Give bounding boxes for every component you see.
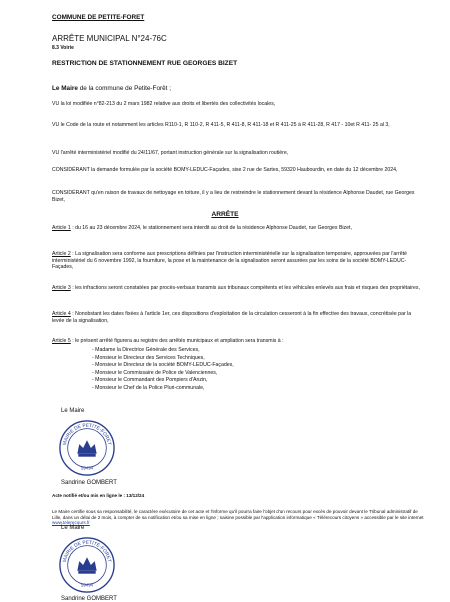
svg-text:59494: 59494 bbox=[80, 582, 94, 588]
vu-paragraph-3: VU l'arrêté interministériel modifié du 24/11/67, portant instruction générale sur la signalisation routière, bbox=[52, 150, 289, 156]
signature-label-2: Le Maire bbox=[61, 525, 85, 531]
article-3-label: Article 3 bbox=[52, 285, 71, 291]
svg-text:MAIRIE DE PETITE-FORET: MAIRIE DE PETITE-FORET bbox=[62, 423, 112, 446]
svg-text:MAIRIE DE PETITE-FORET: MAIRIE DE PETITE-FORET bbox=[62, 540, 112, 563]
article-4-label: Article 4 bbox=[52, 311, 71, 317]
article-5-text: : le présent arrêté figurera au registre des arrêtés municipaux et ampliation sera transmis à : bbox=[70, 338, 284, 344]
maire-intro bbox=[52, 85, 424, 93]
document-title: RESTRICTION DE STATIONNEMENT RUE GEORGES BIZET bbox=[52, 60, 238, 67]
article-2-text: : La signalisation sera conforme aux prescriptions définies par l'instruction interministérielle sur la signalisation temporaire, approuvées par l'arrêté interministériel du 6 novembre 1992, la fourniture, la pose et la maintenance de la signalisation seront assurées par les soins de la société BOMY-LEDUC-Façades, bbox=[52, 251, 407, 271]
list-item: - Monsieur le Directeur des Services Techniques, bbox=[92, 354, 205, 361]
telerecours-link[interactable]: www.telerecours.fr bbox=[52, 520, 90, 526]
arrete-number: ARRÊTE MUNICIPAL N°24-76C bbox=[52, 34, 167, 43]
article-4 bbox=[52, 311, 424, 324]
article-5-label: Article 5 bbox=[52, 338, 71, 344]
arrete-heading: ARRÊTE bbox=[211, 211, 239, 218]
signatory-name-2: Sandrine GOMBERT bbox=[61, 596, 117, 602]
article-1-label: Article 1 bbox=[52, 225, 71, 231]
article-2-label: Article 2 bbox=[52, 251, 71, 257]
considerant-paragraph-1: CONSIDÉRANT la demande formulée par la société BOMY-LEDUC-Façades, sise 2 rue de Sartes, 59320 Haubourdin, en date du 12 décembre 2024, bbox=[52, 167, 398, 173]
article-3-text: : les infractions seront constatées par procès-verbaux transmis aux tribunaux compétents et les véhicules enlevés aux frais et risques des propriétaires, bbox=[70, 285, 420, 291]
recipients-list bbox=[52, 347, 422, 393]
article-2 bbox=[52, 251, 424, 271]
article-1 bbox=[52, 225, 424, 232]
signature-label: Le Maire bbox=[61, 408, 85, 414]
vu-paragraph-1: VU la loi modifiée n°82-213 du 2 mars 1982 relative aux droits et libertés des collectivités locales, bbox=[52, 101, 276, 107]
list-item: - Monsieur le Commissaire de Police de Valenciennes, bbox=[92, 369, 218, 376]
list-item: - Monsieur le Directeur de la société BOMY-LEDUC-Façades, bbox=[92, 362, 234, 369]
signatory-name: Sandrine GOMBERT bbox=[61, 480, 117, 486]
article-5 bbox=[52, 338, 424, 345]
town-seal-stamp-2 bbox=[58, 536, 116, 594]
article-3 bbox=[52, 285, 424, 292]
town-seal-stamp bbox=[58, 419, 116, 477]
legal-notice bbox=[52, 509, 424, 526]
maire-prefix: Le Maire bbox=[52, 85, 78, 92]
section-label: 8.3 Voirie bbox=[52, 45, 74, 51]
svg-text:59494: 59494 bbox=[80, 465, 94, 471]
legal-notice-text: Le Maire certifie sous sa responsabilité, le caractère exécutoire de cet acte et l'informe qu'il pourra faire l'objet d'un recours pour excès de pouvoir devant le Tribunal administratif de Lille, dans un délai de 2 mois, à compter de sa notification et/ou sa mise en ligne ; saisine possible par l'application informatique « Télérecours citoyens » accessible par le site internet bbox=[52, 509, 424, 520]
maire-suffix: de la commune de Petite-Forêt ; bbox=[77, 85, 172, 92]
list-item: - Monsieur le Chef de la Police Pluri-communale, bbox=[92, 384, 205, 391]
considerant-paragraph-2: CONSIDÉRANT qu'en raison de travaux de nettoyage en toiture, il y a lieu de restreindre le stationnement devant la résidence Alphonse Daudet, rue Georges Bizet, bbox=[52, 190, 415, 203]
article-4-text: : Nonobstant les dates fixées à l'article 1er, ces dispositions d'exploitation de la circulation cesseront à la fin effective des travaux, concrétisée par la levée de la signalisation, bbox=[52, 311, 412, 324]
article-1-text: : du 16 au 23 décembre 2024, le stationnement sera interdit au droit de la résidence Alphonse Daudet, rue Georges Bizet, bbox=[70, 225, 352, 231]
list-item: - Monsieur le Commandant des Pompiers d'Anzin, bbox=[92, 377, 208, 384]
commune-header: COMMUNE DE PETITE-FORET bbox=[52, 14, 145, 21]
list-item: - Madame la Directrice Générale des Services, bbox=[92, 347, 200, 353]
vu-paragraph-2: VU le Code de la route et notamment les articles R110-1, R 110-2, R 411-5, R 411-8, R 411-18 et R 411-25 à R 411-28, R 417 - 10et R 411- 25 al 3, bbox=[52, 122, 390, 128]
publication-date: Acte notifié et/ou mis en ligne le : 13/12/24 bbox=[52, 493, 145, 498]
